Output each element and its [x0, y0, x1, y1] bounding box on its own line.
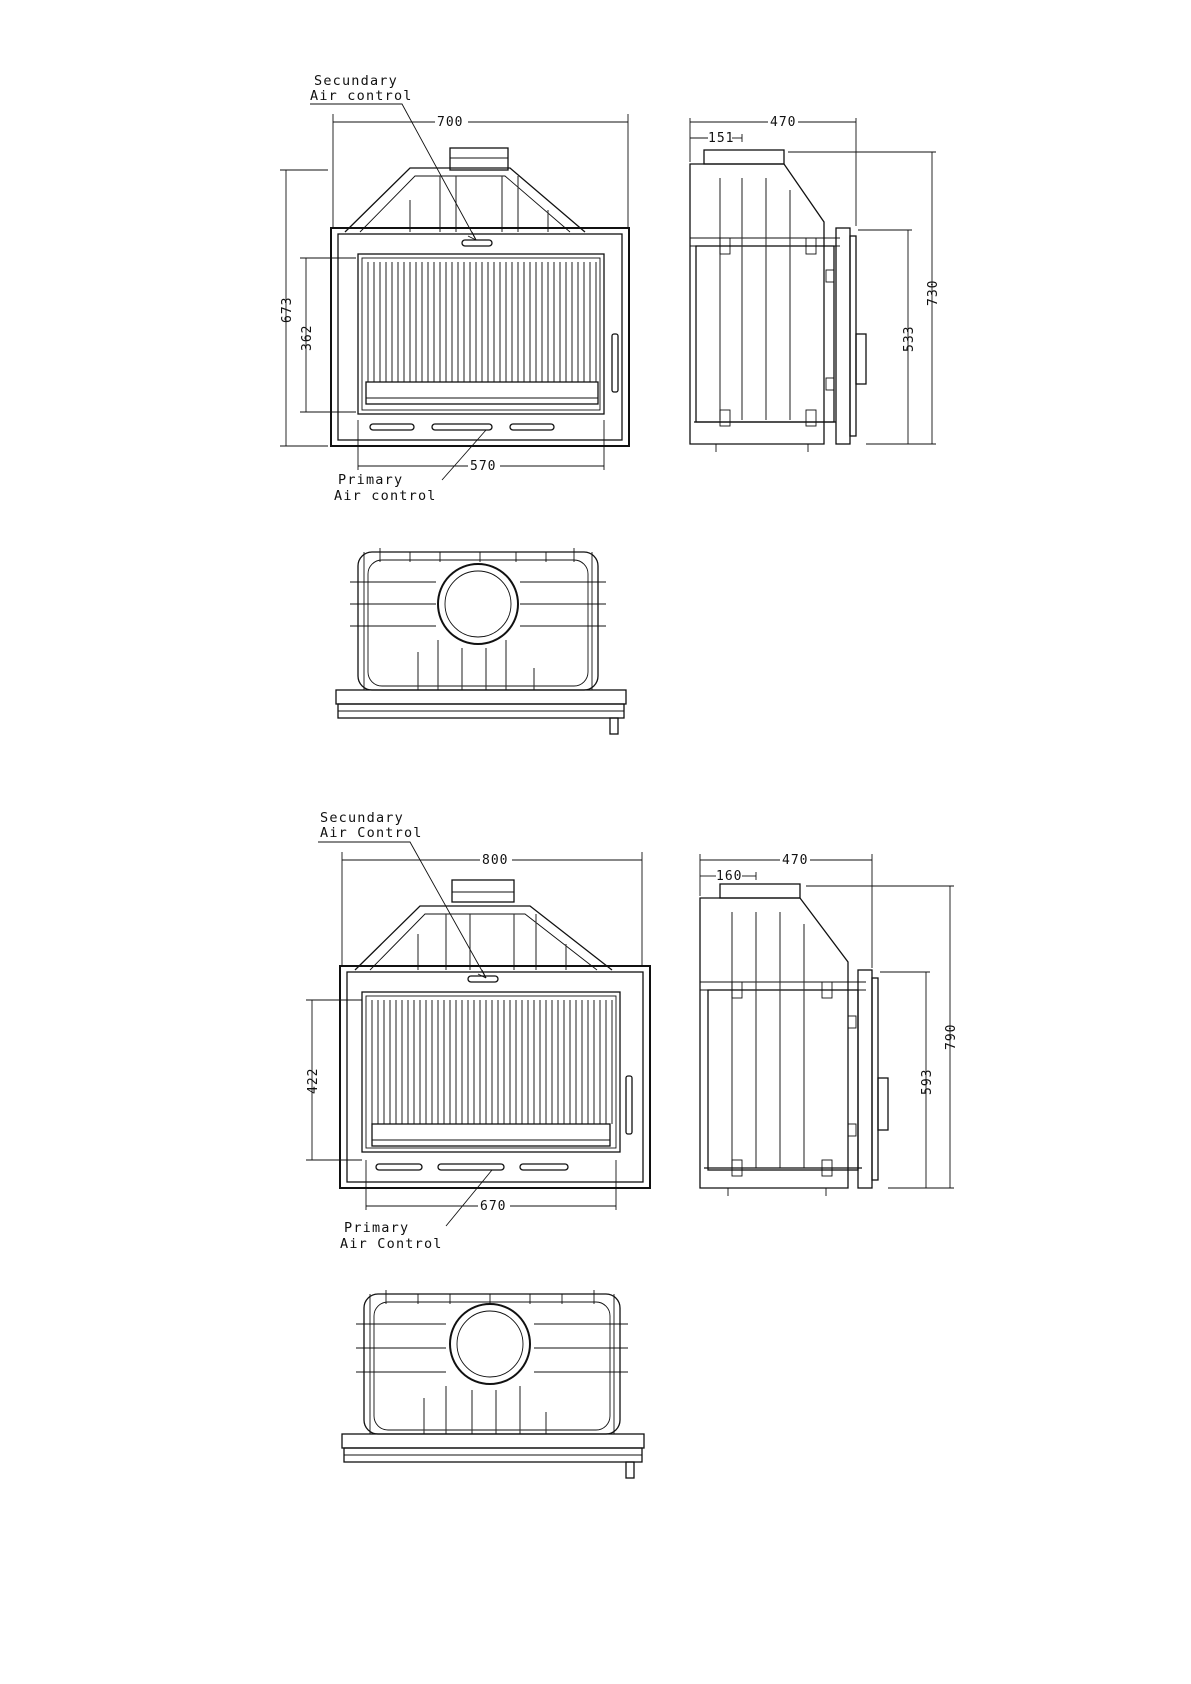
side-view-2-dimensions — [700, 853, 959, 1188]
secondary-air-label-1b: Air control — [310, 88, 413, 104]
annotations-2 — [318, 810, 492, 1252]
secondary-air-label-2b: Air Control — [320, 825, 423, 841]
dim-side-inner-2: 593 — [920, 1068, 935, 1095]
primary-air-label-1b: Air control — [334, 488, 437, 504]
dim-depth-1: 470 — [770, 115, 797, 130]
side-view-2 — [700, 884, 888, 1196]
dim-base-width-2: 670 — [480, 1199, 507, 1214]
dim-offset-1: 151 — [708, 131, 735, 146]
dim-base-width-1: 570 — [470, 459, 497, 474]
top-view-2 — [342, 1290, 644, 1478]
drawing-set-1 — [280, 73, 941, 734]
dim-depth-2: 470 — [782, 853, 809, 868]
dim-side-height-1: 730 — [926, 279, 941, 306]
front-view-2 — [340, 880, 650, 1188]
drawing-set-2 — [306, 810, 959, 1478]
dim-side-inner-1: 533 — [902, 325, 917, 352]
side-view-1 — [690, 150, 866, 452]
primary-air-label-1a: Primary — [338, 472, 404, 488]
primary-air-label-2b: Air Control — [340, 1236, 443, 1252]
dim-opening-height-1: 362 — [300, 324, 315, 351]
front-view-1 — [331, 148, 629, 446]
secondary-air-label-1a: Secundary — [314, 73, 398, 89]
dim-width-1: 700 — [437, 115, 464, 130]
secondary-air-label-2a: Secundary — [320, 810, 404, 826]
primary-air-label-2a: Primary — [344, 1220, 410, 1236]
top-view-1 — [336, 548, 626, 734]
dim-side-height-2: 790 — [944, 1023, 959, 1050]
dim-width-2: 800 — [482, 853, 509, 868]
dim-height-1: 673 — [280, 296, 295, 323]
dim-opening-height-2: 422 — [306, 1067, 321, 1094]
dim-offset-2: 160 — [716, 869, 743, 884]
